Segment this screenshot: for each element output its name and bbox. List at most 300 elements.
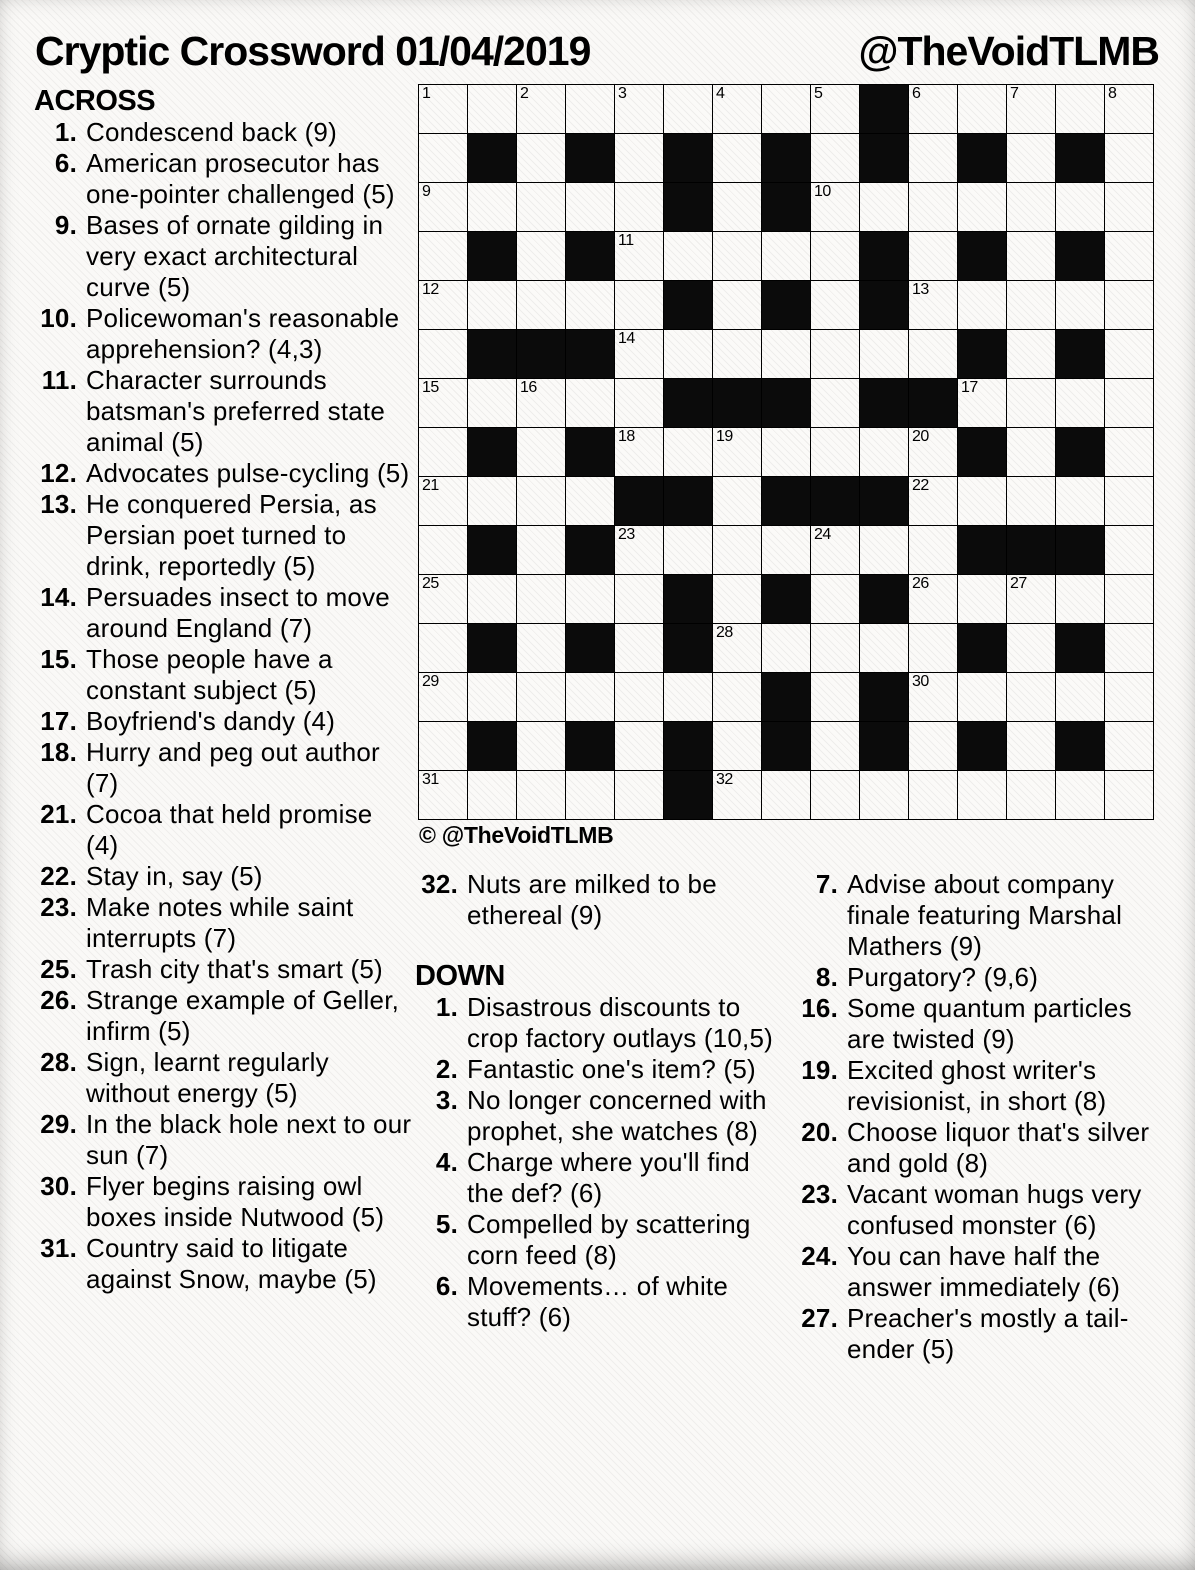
grid-cell[interactable]: [1105, 575, 1153, 623]
clue-text: Stay in, say (5): [86, 861, 263, 891]
grid-cell-black: [762, 134, 810, 182]
grid-cell[interactable]: [958, 85, 1006, 133]
clue-number: 6.: [435, 1271, 458, 1301]
grid-cell[interactable]: [811, 722, 859, 770]
grid-cell[interactable]: [860, 428, 908, 476]
grid-cell[interactable]: [958, 771, 1006, 819]
clue-text: Compelled by scattering corn feed (8): [467, 1209, 751, 1270]
grid-cell-black: [909, 379, 957, 427]
cell-number: 6: [912, 85, 921, 102]
clue-number: 1.: [435, 992, 458, 1022]
grid-cell[interactable]: [811, 428, 859, 476]
clue-text: Trash city that's smart (5): [86, 954, 383, 984]
clue: [415, 1147, 787, 1209]
grid-cell[interactable]: [566, 281, 614, 329]
grid-cell[interactable]: [909, 232, 957, 280]
grid-cell-black: [664, 281, 712, 329]
cell-number: 11: [618, 232, 634, 249]
grid-cell[interactable]: [566, 85, 614, 133]
grid-cell[interactable]: [909, 722, 957, 770]
clue: [34, 148, 412, 210]
clue-number: 17.: [40, 706, 77, 736]
grid-cell[interactable]: [713, 183, 761, 231]
clue: [795, 962, 1173, 993]
grid-cell[interactable]: [1105, 477, 1153, 525]
clue: [795, 993, 1173, 1055]
grid-cell[interactable]: [713, 526, 761, 574]
cell-number: 5: [814, 85, 823, 102]
grid-cell[interactable]: [860, 526, 908, 574]
grid-cell[interactable]: [566, 575, 614, 623]
clue-text: Country said to litigate against Snow, maybe (5): [86, 1233, 377, 1294]
clue-number: 15.: [40, 644, 77, 674]
clue: [795, 1241, 1173, 1303]
clue-number: 25.: [40, 954, 77, 984]
clue-number: 8.: [815, 962, 838, 992]
clue-number: 21.: [40, 799, 77, 829]
grid-cell[interactable]: [762, 428, 810, 476]
grid-cell[interactable]: [1105, 232, 1153, 280]
grid-cell-black: [1007, 526, 1055, 574]
grid-cell-black: [860, 134, 908, 182]
grid-cell[interactable]: [664, 330, 712, 378]
grid-cell-black: [566, 232, 614, 280]
grid-cell[interactable]: [958, 477, 1006, 525]
grid-cell[interactable]: [811, 183, 859, 231]
grid-cell[interactable]: [615, 379, 663, 427]
grid-cell[interactable]: [1105, 722, 1153, 770]
grid-cell[interactable]: [468, 281, 516, 329]
cell-number: 25: [422, 575, 439, 592]
grid-cell[interactable]: [566, 673, 614, 721]
grid-cell[interactable]: [517, 85, 565, 133]
clue-text: Preacher's mostly a tail-ender (5): [847, 1303, 1129, 1364]
down-heading: DOWN: [415, 960, 505, 992]
grid-cell[interactable]: [909, 624, 957, 672]
cell-number: 26: [912, 575, 929, 592]
clue: [34, 582, 412, 644]
grid-cell-black: [566, 330, 614, 378]
grid-cell[interactable]: [615, 575, 663, 623]
clue-text: Movements… of white stuff? (6): [467, 1271, 729, 1332]
grid-cell[interactable]: [811, 673, 859, 721]
grid-cell[interactable]: [1105, 330, 1153, 378]
grid-cell-black: [1056, 232, 1104, 280]
grid-cell-black: [860, 379, 908, 427]
grid-cell[interactable]: [1007, 330, 1055, 378]
grid-cell[interactable]: [664, 85, 712, 133]
grid-cell-black: [664, 134, 712, 182]
grid-cell[interactable]: [1105, 281, 1153, 329]
grid-cell[interactable]: [517, 575, 565, 623]
grid-cell-black: [566, 428, 614, 476]
clue-number: 29.: [40, 1109, 77, 1139]
grid-cell[interactable]: [909, 183, 957, 231]
grid-cell[interactable]: [1056, 281, 1104, 329]
grid-cell[interactable]: [419, 771, 467, 819]
grid-cell[interactable]: [909, 85, 957, 133]
grid-cell[interactable]: [713, 722, 761, 770]
grid-cell-black: [958, 526, 1006, 574]
grid-cell[interactable]: [517, 722, 565, 770]
grid-cell[interactable]: [517, 183, 565, 231]
grid-cell[interactable]: [615, 771, 663, 819]
clue-number: 3.: [435, 1085, 458, 1115]
grid-cell[interactable]: [664, 232, 712, 280]
clue-text: American prosecutor has one-pointer challenged (5): [86, 148, 395, 209]
grid-cell-black: [468, 232, 516, 280]
grid-cell[interactable]: [762, 85, 810, 133]
grid-cell[interactable]: [517, 281, 565, 329]
grid-cell[interactable]: [517, 232, 565, 280]
grid-cell[interactable]: [468, 673, 516, 721]
grid-cell[interactable]: [1007, 771, 1055, 819]
grid-cell[interactable]: [615, 722, 663, 770]
cell-number: 24: [814, 526, 831, 543]
copyright-line: © @TheVoidTLMB: [419, 822, 614, 848]
grid-cell[interactable]: [958, 379, 1006, 427]
grid-cell[interactable]: [909, 281, 957, 329]
grid-cell[interactable]: [713, 281, 761, 329]
grid-cell[interactable]: [419, 330, 467, 378]
grid-cell-black: [958, 428, 1006, 476]
grid-cell-black: [664, 575, 712, 623]
grid-cell[interactable]: [860, 330, 908, 378]
down-section: [415, 961, 787, 1333]
grid-cell[interactable]: [811, 85, 859, 133]
grid-cell-black: [762, 183, 810, 231]
grid-cell[interactable]: [517, 428, 565, 476]
grid-cell[interactable]: [1056, 85, 1104, 133]
cell-number: 4: [716, 85, 725, 102]
grid-cell[interactable]: [811, 526, 859, 574]
grid-cell[interactable]: [1007, 575, 1055, 623]
clue-number: 23.: [801, 1179, 838, 1209]
grid-cell-black: [1056, 134, 1104, 182]
grid-cell[interactable]: [468, 379, 516, 427]
clue-number: 11.: [41, 365, 77, 395]
cell-number: 10: [814, 183, 831, 200]
grid-cell[interactable]: [1056, 477, 1104, 525]
clue-text: Fantastic one's item? (5): [467, 1054, 756, 1084]
grid-cell[interactable]: [419, 477, 467, 525]
grid-cell[interactable]: [1007, 281, 1055, 329]
grid-cell[interactable]: [566, 379, 614, 427]
grid-cell[interactable]: [713, 575, 761, 623]
clue: [415, 1054, 787, 1085]
grid-cell[interactable]: [1007, 477, 1055, 525]
grid-cell[interactable]: [566, 771, 614, 819]
grid-cell-black: [566, 624, 614, 672]
grid-cell-black: [468, 526, 516, 574]
clue: [34, 706, 412, 737]
grid-cell-black: [958, 330, 1006, 378]
cell-number: 30: [912, 673, 929, 690]
clue-text: In the black hole next to our sun (7): [86, 1109, 412, 1170]
clue: [34, 210, 412, 303]
grid-cell[interactable]: [713, 428, 761, 476]
grid-cell[interactable]: [1105, 624, 1153, 672]
clue: [34, 799, 412, 861]
grid-cell[interactable]: [517, 771, 565, 819]
grid-cell[interactable]: [468, 771, 516, 819]
clue-text: Flyer begins raising owl boxes inside Nutwood (5): [86, 1171, 385, 1232]
clue-text: Excited ghost writer's revisionist, in short (8): [847, 1055, 1107, 1116]
clue-text: Nuts are milked to be ethereal (9): [467, 869, 717, 930]
grid-cell[interactable]: [1105, 379, 1153, 427]
clue: [34, 1109, 412, 1171]
clue-text: Charge where you'll find the def? (6): [467, 1147, 750, 1208]
clue: [415, 1271, 787, 1333]
cell-number: 29: [422, 673, 439, 690]
grid-cell[interactable]: [615, 428, 663, 476]
grid-cell-black: [468, 330, 516, 378]
grid-cell[interactable]: [419, 428, 467, 476]
grid-cell[interactable]: [811, 379, 859, 427]
grid-cell[interactable]: [1007, 624, 1055, 672]
grid-cell[interactable]: [958, 575, 1006, 623]
across-heading: ACROSS: [34, 85, 156, 117]
grid-cell[interactable]: [615, 281, 663, 329]
grid-cell-black: [762, 281, 810, 329]
grid-cell[interactable]: [419, 379, 467, 427]
clue-number: 20.: [801, 1117, 838, 1147]
cell-number: 15: [422, 379, 439, 396]
grid-cell[interactable]: [713, 673, 761, 721]
grid-cell[interactable]: [1056, 183, 1104, 231]
grid-cell[interactable]: [762, 624, 810, 672]
grid-cell[interactable]: [419, 134, 467, 182]
grid-cell[interactable]: [1007, 379, 1055, 427]
clue-number: 30.: [40, 1171, 77, 1201]
cell-number: 27: [1010, 575, 1027, 592]
grid-cell[interactable]: [909, 575, 957, 623]
grid-cell[interactable]: [468, 477, 516, 525]
across-section: [34, 86, 412, 1295]
clue: [415, 869, 787, 931]
grid-cell[interactable]: [860, 183, 908, 231]
grid-cell[interactable]: [468, 575, 516, 623]
grid-cell[interactable]: [1105, 85, 1153, 133]
grid-cell[interactable]: [1056, 673, 1104, 721]
grid-cell[interactable]: [517, 134, 565, 182]
clue-number: 9.: [54, 210, 77, 240]
grid-cell[interactable]: [419, 722, 467, 770]
grid-cell[interactable]: [713, 624, 761, 672]
grid-cell[interactable]: [762, 330, 810, 378]
clue-number: 5.: [435, 1209, 458, 1239]
grid-cell[interactable]: [615, 85, 663, 133]
grid-cell[interactable]: [615, 673, 663, 721]
grid-cell[interactable]: [615, 134, 663, 182]
grid-cell[interactable]: [713, 330, 761, 378]
grid-cell[interactable]: [517, 673, 565, 721]
grid-cell[interactable]: [811, 330, 859, 378]
grid-cell[interactable]: [517, 526, 565, 574]
clue: [795, 1117, 1173, 1179]
grid-cell[interactable]: [909, 477, 957, 525]
cell-number: 28: [716, 624, 733, 641]
grid-cell-black: [615, 477, 663, 525]
grid-cell[interactable]: [762, 526, 810, 574]
grid-cell[interactable]: [909, 771, 957, 819]
grid-cell-black: [566, 134, 614, 182]
grid-cell[interactable]: [1105, 526, 1153, 574]
grid-cell-black: [1056, 428, 1104, 476]
grid-cell[interactable]: [517, 379, 565, 427]
grid-cell[interactable]: [958, 281, 1006, 329]
grid-cell-black: [468, 722, 516, 770]
grid-cell[interactable]: [419, 673, 467, 721]
grid-cell[interactable]: [615, 330, 663, 378]
grid-cell[interactable]: [1105, 673, 1153, 721]
grid-cell[interactable]: [909, 673, 957, 721]
grid-cell[interactable]: [762, 771, 810, 819]
grid-cell[interactable]: [909, 330, 957, 378]
grid-cell[interactable]: [1007, 85, 1055, 133]
grid-cell-black: [860, 281, 908, 329]
clue-number: 14.: [40, 582, 77, 612]
grid-cell[interactable]: [1007, 134, 1055, 182]
clue: [34, 954, 412, 985]
grid-cell[interactable]: [664, 673, 712, 721]
grid-cell[interactable]: [419, 575, 467, 623]
clue: [34, 644, 412, 706]
cell-number: 18: [618, 428, 635, 445]
clue-text: Purgatory? (9,6): [847, 962, 1039, 992]
grid-cell[interactable]: [1007, 722, 1055, 770]
grid-cell-black: [860, 477, 908, 525]
grid-cell[interactable]: [1105, 771, 1153, 819]
grid-cell-black: [517, 330, 565, 378]
grid-cell[interactable]: [566, 183, 614, 231]
grid-cell-black: [958, 232, 1006, 280]
grid-cell[interactable]: [958, 183, 1006, 231]
grid-cell[interactable]: [811, 281, 859, 329]
grid-cell[interactable]: [517, 477, 565, 525]
grid-cell[interactable]: [860, 624, 908, 672]
grid-cell[interactable]: [615, 183, 663, 231]
grid-cell[interactable]: [811, 624, 859, 672]
clue: [34, 892, 412, 954]
clue-text: He conquered Persia, as Persian poet turned to drink, reportedly (5): [86, 489, 377, 581]
clue-text: Advocates pulse-cycling (5): [86, 458, 410, 488]
clue-text: Cocoa that held promise (4): [86, 799, 373, 860]
clue-number: 16.: [801, 993, 838, 1023]
cell-number: 14: [618, 330, 635, 347]
cell-number: 19: [716, 428, 733, 445]
clue-number: 10.: [40, 303, 77, 333]
clue: [415, 1209, 787, 1271]
grid-cell[interactable]: [1056, 379, 1104, 427]
clue-number: 24.: [801, 1241, 838, 1271]
grid-cell[interactable]: [811, 232, 859, 280]
grid-cell[interactable]: [811, 134, 859, 182]
grid-cell[interactable]: [762, 232, 810, 280]
clue: [795, 1179, 1173, 1241]
grid-cell[interactable]: [811, 575, 859, 623]
grid-cell[interactable]: [1007, 183, 1055, 231]
grid-cell-black: [1056, 526, 1104, 574]
clue-text: Boyfriend's dandy (4): [86, 706, 336, 736]
grid-cell-black: [762, 477, 810, 525]
grid-cell-black: [860, 575, 908, 623]
right-clue-column: [795, 869, 1173, 1365]
grid-cell[interactable]: [419, 526, 467, 574]
grid-cell-black: [468, 134, 516, 182]
grid-cell[interactable]: [909, 134, 957, 182]
cell-number: 31: [422, 771, 439, 788]
clue: [34, 861, 412, 892]
grid-cell[interactable]: [419, 232, 467, 280]
grid-cell[interactable]: [615, 624, 663, 672]
grid-cell[interactable]: [468, 183, 516, 231]
grid-cell[interactable]: [1056, 575, 1104, 623]
grid-cell[interactable]: [1007, 673, 1055, 721]
grid-cell[interactable]: [468, 85, 516, 133]
grid-cell[interactable]: [713, 477, 761, 525]
grid-cell[interactable]: [1056, 771, 1104, 819]
grid-cell[interactable]: [713, 232, 761, 280]
clue-number: 26.: [40, 985, 77, 1015]
grid-cell-black: [1056, 624, 1104, 672]
grid-cell[interactable]: [664, 428, 712, 476]
grid-cell[interactable]: [615, 232, 663, 280]
clue-number: 6.: [54, 148, 77, 178]
grid-cell-black: [664, 722, 712, 770]
grid-cell[interactable]: [615, 526, 663, 574]
grid-cell[interactable]: [419, 183, 467, 231]
grid-cell-black: [860, 722, 908, 770]
grid-cell[interactable]: [419, 624, 467, 672]
grid-cell-black: [762, 673, 810, 721]
grid-cell[interactable]: [909, 526, 957, 574]
clue-text: Vacant woman hugs very confused monster (6): [847, 1179, 1142, 1240]
grid-cell[interactable]: [664, 526, 712, 574]
grid-cell[interactable]: [713, 134, 761, 182]
grid-cell-black: [664, 477, 712, 525]
clue-text: Condescend back (9): [86, 117, 337, 147]
grid-cell[interactable]: [1105, 428, 1153, 476]
grid-cell[interactable]: [419, 281, 467, 329]
grid-cell[interactable]: [1105, 183, 1153, 231]
grid-cell[interactable]: [811, 771, 859, 819]
grid-cell-black: [958, 624, 1006, 672]
grid-cell-black: [762, 379, 810, 427]
grid-cell[interactable]: [1105, 134, 1153, 182]
grid-cell[interactable]: [860, 771, 908, 819]
grid-cell[interactable]: [909, 428, 957, 476]
grid-cell[interactable]: [1007, 428, 1055, 476]
clue: [415, 1085, 787, 1147]
clue-text: Advise about company finale featuring Marshal Mathers (9): [847, 869, 1123, 961]
grid-cell[interactable]: [419, 85, 467, 133]
grid-cell[interactable]: [713, 771, 761, 819]
grid-cell-black: [468, 428, 516, 476]
grid-cell-black: [958, 722, 1006, 770]
grid-cell[interactable]: [713, 85, 761, 133]
page-title: Cryptic Crossword 01/04/2019: [35, 28, 591, 74]
grid-cell-black: [762, 575, 810, 623]
clue-text: Character surrounds batsman's preferred state animal (5): [86, 365, 385, 457]
clue-number: 23.: [40, 892, 77, 922]
grid-cell[interactable]: [517, 624, 565, 672]
clue-number: 2.: [435, 1054, 458, 1084]
grid-cell[interactable]: [1007, 232, 1055, 280]
grid-cell-black: [958, 134, 1006, 182]
grid-cell[interactable]: [566, 477, 614, 525]
grid-cell[interactable]: [958, 673, 1006, 721]
